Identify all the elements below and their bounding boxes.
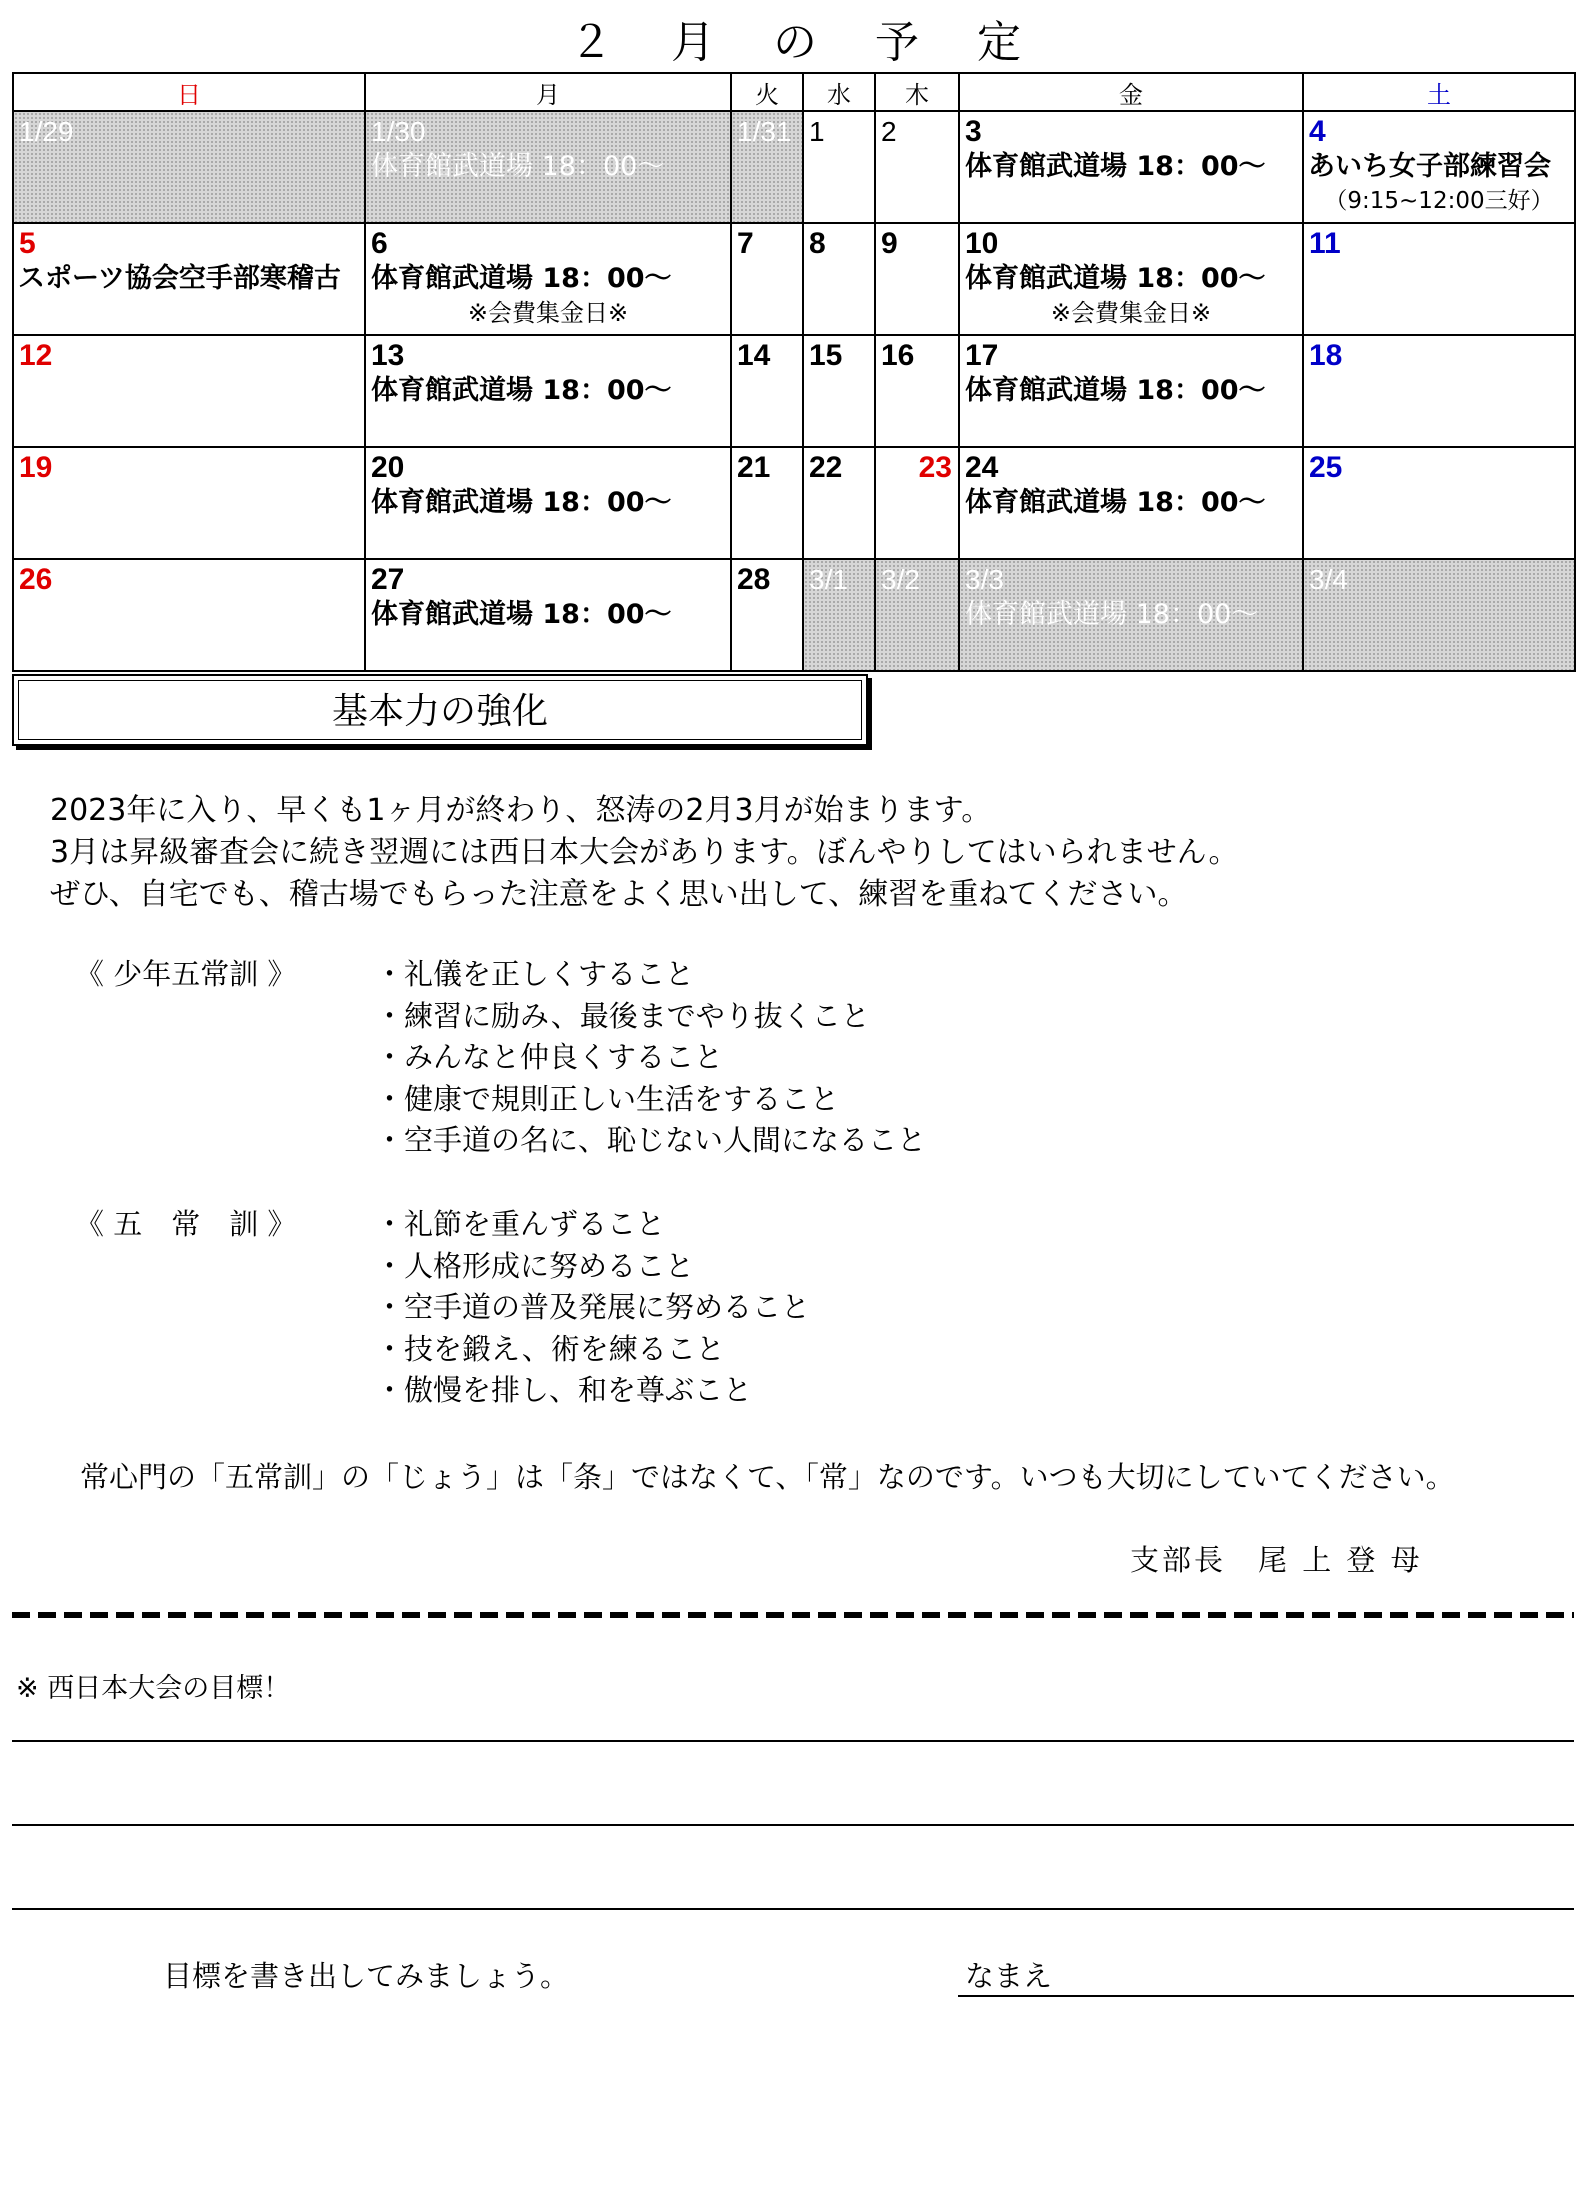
list-item: ・礼節を重んずること bbox=[375, 1207, 666, 1241]
day-number: 17 bbox=[965, 339, 999, 372]
day-cell bbox=[875, 223, 959, 335]
day-number: 23 bbox=[918, 451, 952, 484]
day-number: 25 bbox=[1309, 451, 1343, 484]
write-prompt: 目標を書き出してみましょう。 bbox=[163, 1959, 570, 1993]
day-number: 1/29 bbox=[19, 116, 74, 147]
list-item: ・空手道の名に、恥じない人間になること bbox=[375, 1123, 927, 1157]
day-cell bbox=[803, 335, 875, 447]
day-number: 16 bbox=[881, 339, 915, 372]
day-note: ※会費集金日※ bbox=[467, 299, 629, 327]
weekday-fri: 金 bbox=[959, 73, 1303, 111]
name-label: なまえ bbox=[965, 1959, 1053, 1993]
day-number: 1/31 bbox=[737, 116, 792, 147]
strength-heading: 基本力の強化 bbox=[18, 680, 862, 740]
day-cell bbox=[731, 335, 803, 447]
name-field-line[interactable] bbox=[958, 1995, 1574, 1997]
day-cell bbox=[13, 111, 365, 223]
list-item: ・健康で規則正しい生活をすること bbox=[375, 1081, 840, 1116]
list-item: ・練習に励み、最後までやり抜くこと bbox=[375, 998, 870, 1033]
day-cell bbox=[803, 223, 875, 335]
day-number: 27 bbox=[371, 563, 405, 596]
week-row bbox=[13, 335, 1575, 447]
day-cell bbox=[959, 335, 1303, 447]
day-number: 20 bbox=[371, 451, 405, 484]
day-number: 6 bbox=[371, 227, 388, 260]
day-cell bbox=[1303, 335, 1575, 447]
goal-title: ※ 西日本大会の目標！ bbox=[16, 1673, 291, 1704]
day-event: 体育館武道場 18：00～ bbox=[371, 263, 672, 294]
february-calendar bbox=[12, 72, 1576, 672]
day-cell bbox=[1303, 447, 1575, 559]
weekday-mon: 月 bbox=[365, 73, 731, 111]
day-cell bbox=[365, 223, 731, 335]
week-row bbox=[13, 111, 1575, 223]
day-number: 4 bbox=[1309, 115, 1326, 148]
writing-line[interactable] bbox=[12, 1824, 1574, 1826]
day-cell bbox=[13, 447, 365, 559]
day-cell bbox=[13, 223, 365, 335]
day-cell bbox=[365, 447, 731, 559]
closing-text: 常心門の「五常訓」の「じょう」は「条」ではなくて、「常」なのです。いつも大切にしていてください。 bbox=[80, 1460, 1455, 1494]
day-event: 体育館武道場 18：00～ bbox=[371, 375, 672, 406]
day-event: 体育館武道場 18：00～ bbox=[371, 487, 672, 518]
week-row bbox=[13, 223, 1575, 335]
weekday-sun: 日 bbox=[13, 73, 365, 111]
day-cell bbox=[731, 559, 803, 671]
day-number: 10 bbox=[965, 227, 999, 260]
day-number: 1/30 bbox=[371, 116, 426, 147]
day-cell bbox=[365, 335, 731, 447]
day-cell bbox=[875, 335, 959, 447]
day-cell bbox=[803, 111, 875, 223]
day-number: 26 bbox=[19, 563, 53, 596]
day-number: 5 bbox=[19, 227, 36, 260]
day-number: 28 bbox=[737, 563, 771, 596]
day-cell bbox=[803, 447, 875, 559]
day-event: 体育館武道場 18：00～ bbox=[965, 263, 1266, 294]
intro-paragraph bbox=[50, 790, 1239, 916]
gojokun-heading: 《 五 常 訓 》 bbox=[75, 1207, 297, 1241]
list-item: ・礼儀を正しくすること bbox=[375, 957, 695, 991]
day-cell bbox=[13, 335, 365, 447]
cut-line-divider bbox=[12, 1612, 1574, 1618]
day-cell bbox=[731, 447, 803, 559]
day-number: 3/3 bbox=[965, 564, 1004, 595]
day-number: 22 bbox=[809, 451, 843, 484]
shonen-gojokun-heading: 《 少年五常訓 》 bbox=[75, 957, 297, 991]
week-row bbox=[13, 447, 1575, 559]
day-event: あいち女子部練習会 bbox=[1308, 151, 1551, 182]
paragraph-line: 3月は昇級審査会に続き翌週には西日本大会があります。ぼんやりしてはいられません。 bbox=[50, 835, 1239, 870]
day-cell bbox=[731, 111, 803, 223]
list-item: ・みんなと仲良くすること bbox=[375, 1040, 724, 1074]
day-number: 24 bbox=[965, 451, 999, 484]
day-cell bbox=[875, 111, 959, 223]
day-cell bbox=[1303, 111, 1575, 223]
day-cell bbox=[1303, 559, 1575, 671]
day-number: 1 bbox=[809, 116, 825, 147]
paragraph-line: 2023年に入り、早くも1ヶ月が終わり、怒涛の2月3月が始まります。 bbox=[50, 793, 992, 828]
day-cell bbox=[959, 111, 1303, 223]
day-cell bbox=[365, 559, 731, 671]
day-number: 3/4 bbox=[1309, 564, 1348, 595]
day-number: 8 bbox=[809, 227, 826, 260]
day-number: 19 bbox=[19, 451, 53, 484]
day-event: 体育館武道場 18：00～ bbox=[965, 487, 1266, 518]
day-cell bbox=[959, 447, 1303, 559]
weekday-sat: 土 bbox=[1303, 73, 1575, 111]
day-number: 3 bbox=[965, 115, 982, 148]
day-number: 13 bbox=[371, 339, 405, 372]
day-number: 18 bbox=[1309, 339, 1343, 372]
day-cell bbox=[803, 559, 875, 671]
day-number: 2 bbox=[881, 116, 897, 147]
weekday-wed: 水 bbox=[803, 73, 875, 111]
day-event: 体育館武道場 18：00～ bbox=[965, 151, 1266, 182]
weekday-tue: 火 bbox=[731, 73, 803, 111]
day-event: 体育館武道場 18：00～ bbox=[371, 151, 665, 182]
list-item: ・技を鍛え、術を練ること bbox=[375, 1331, 725, 1366]
day-cell bbox=[13, 559, 365, 671]
day-number: 11 bbox=[1309, 227, 1341, 260]
list-item: ・人格形成に努めること bbox=[375, 1248, 695, 1283]
day-number: 7 bbox=[737, 227, 754, 260]
day-event: スポーツ協会空手部寒稽古 bbox=[18, 263, 341, 294]
day-event: 体育館武道場 18：00～ bbox=[371, 599, 672, 630]
day-cell bbox=[875, 559, 959, 671]
day-cell bbox=[365, 111, 731, 223]
list-item: ・空手道の普及発展に努めること bbox=[375, 1290, 811, 1324]
day-event: 体育館武道場 18：00～ bbox=[965, 599, 1259, 630]
day-number: 3/1 bbox=[809, 564, 848, 595]
day-cell bbox=[1303, 223, 1575, 335]
weekday-thu: 木 bbox=[875, 73, 959, 111]
week-row bbox=[13, 559, 1575, 671]
day-cell bbox=[959, 559, 1303, 671]
weekday-header-row bbox=[13, 73, 1575, 111]
paragraph-line: ぜひ、自宅でも、稽古場でもらった注意をよく思い出して、練習を重ねてください。 bbox=[50, 877, 1188, 912]
day-cell bbox=[731, 223, 803, 335]
day-number: 9 bbox=[881, 227, 898, 260]
shonen-gojokun-list bbox=[375, 954, 926, 1162]
day-note: ※会費集金日※ bbox=[1050, 299, 1212, 327]
signature: 支部長 尾 上 登 母 bbox=[1130, 1543, 1423, 1577]
strength-heading-box bbox=[12, 674, 868, 746]
day-number: 3/2 bbox=[881, 564, 920, 595]
day-number: 12 bbox=[19, 339, 53, 372]
writing-line[interactable] bbox=[12, 1740, 1574, 1742]
day-cell bbox=[875, 447, 959, 559]
gojokun-list bbox=[375, 1204, 810, 1412]
day-number: 15 bbox=[809, 339, 843, 372]
day-event: 体育館武道場 18：00～ bbox=[965, 375, 1266, 406]
day-note: （9:15~12:00三好） bbox=[1324, 188, 1554, 214]
day-cell bbox=[959, 223, 1303, 335]
day-number: 21 bbox=[737, 451, 771, 484]
day-number: 14 bbox=[737, 339, 771, 372]
page-title: ２ 月 の 予 定 bbox=[569, 17, 1043, 68]
list-item: ・傲慢を排し、和を尊ぶこと bbox=[375, 1373, 753, 1407]
writing-line[interactable] bbox=[12, 1908, 1574, 1910]
